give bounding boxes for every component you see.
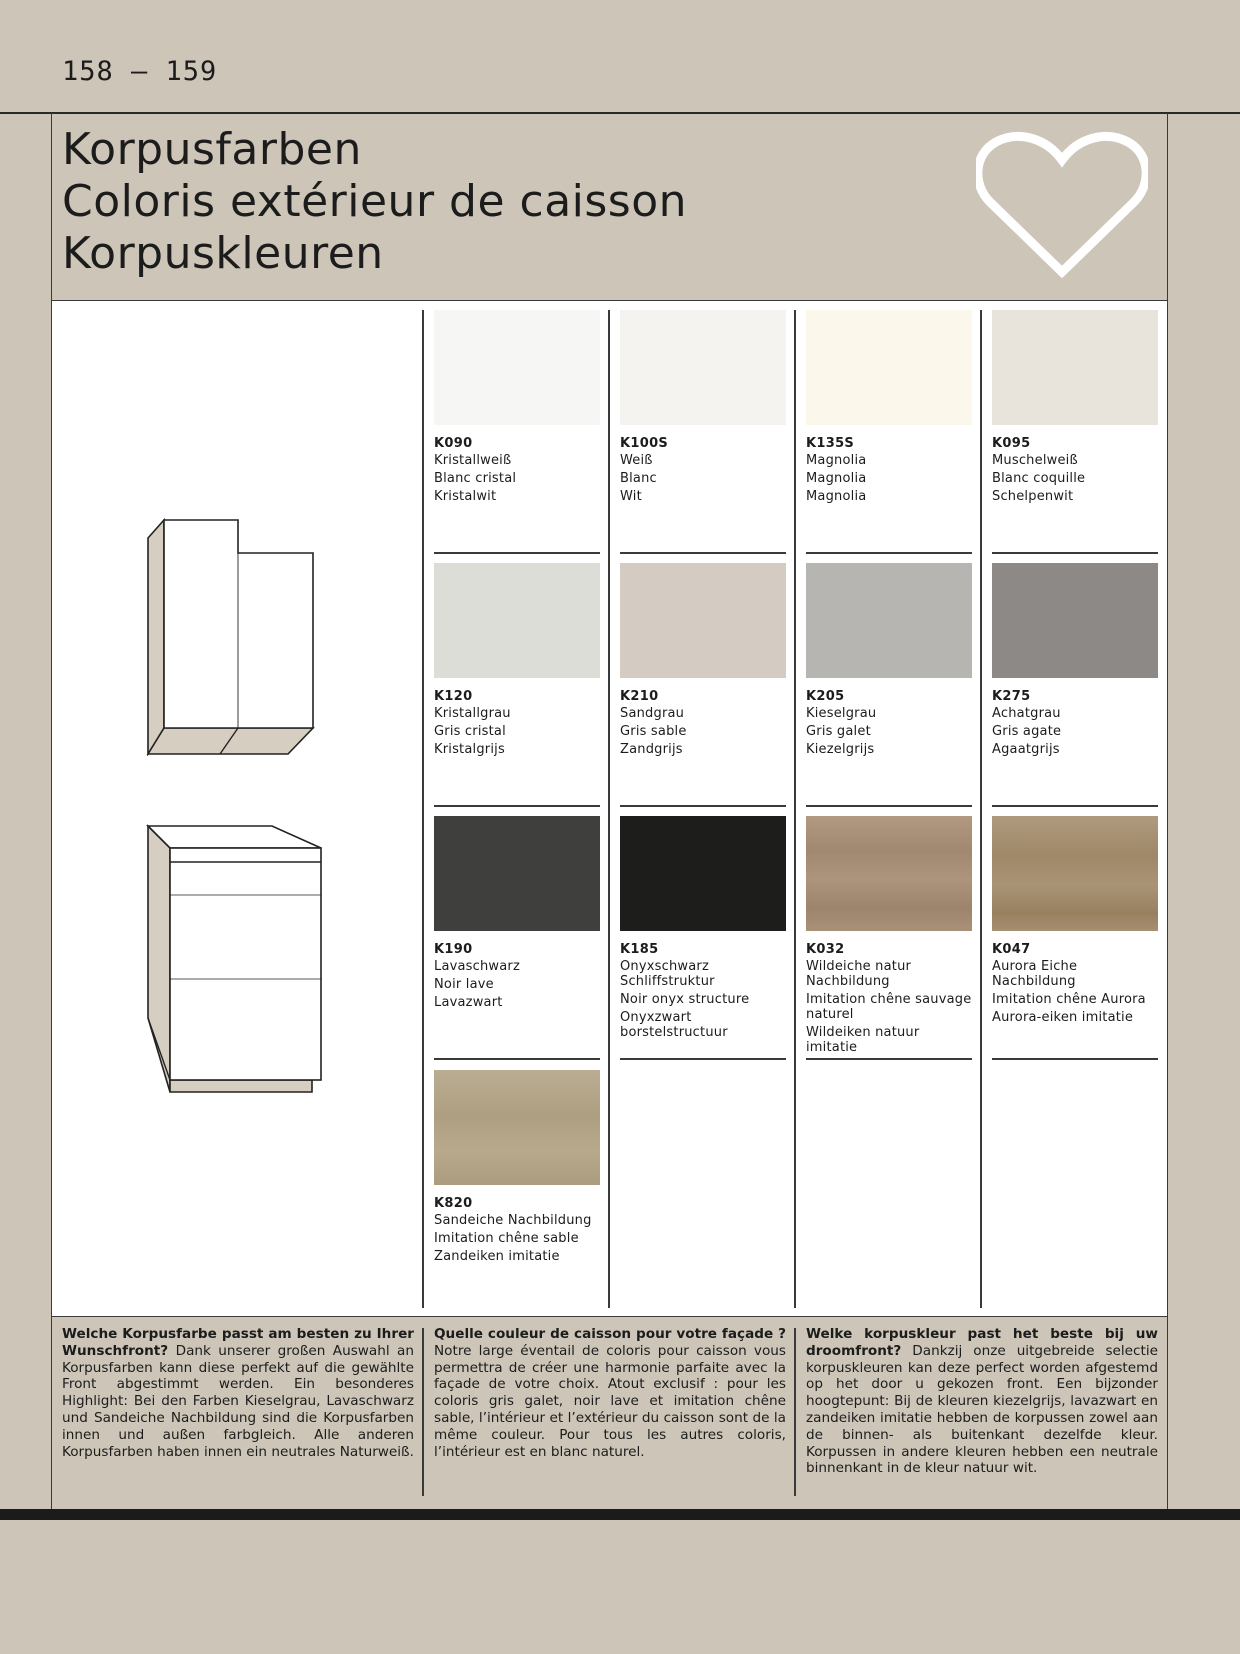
color-code: K047: [992, 942, 1031, 957]
page-number: 158 — 159: [62, 56, 218, 87]
text-body-nl: Dankzij onze uitgebreide selectie korpuskleuren kan deze perfect worden afgestemd op het door u gekozen front. Een bijzonder hoogtepunt: Bij de kleuren kiezelgrijs, lavazwart en zandeiken imitatie hebben de korpussen zowel aan de binnen- als buitenkant dezelfde kleur. Korpussen in andere kleuren hebben een neutrale binnenkant in de kleur natuur wit.: [806, 1342, 1158, 1477]
text-divider: [794, 1328, 796, 1496]
color-name-nl: Schelpenwit: [992, 489, 1074, 504]
text-de: [62, 1326, 414, 1460]
color-swatch-item: [992, 563, 1158, 757]
color-code: K190: [434, 942, 473, 957]
color-swatch-item: [620, 310, 786, 504]
text-body-de: Dank unserer großen Auswahl an Korpusfarben kann diese perfekt auf die gewählte Front abgestimmt werden. Ein besonderes Highlight: Bei den Farben Kieselgrau, Lavaschwarz und Sandeiche Nachbildung sind die Korpusfarben innen und außen farbgleich. Alle anderen Korpusfarben haben innen ein neutrales Naturweiß.: [62, 1342, 414, 1460]
color-name-fr: Imitation chêne sauvage naturel: [806, 992, 972, 1022]
color-swatch-item: [806, 816, 972, 1055]
color-name-de: Aurora Eiche Nachbildung: [992, 959, 1078, 989]
color-name-fr: Magnolia: [806, 471, 867, 486]
color-name-nl: Lavazwart: [434, 995, 503, 1010]
color-swatch-item: [806, 310, 972, 504]
row-divider: [620, 1058, 786, 1060]
heart-icon: [976, 130, 1148, 280]
row-divider: [806, 552, 972, 554]
swatch-K120: [434, 563, 600, 678]
bottom-bar: [0, 1509, 1240, 1520]
swatch-K185: [620, 816, 786, 931]
color-code: K275: [992, 689, 1031, 704]
color-swatch-item: [434, 816, 600, 1010]
row-divider: [806, 805, 972, 807]
text-nl: [806, 1326, 1158, 1477]
color-swatch-item: [992, 310, 1158, 504]
color-swatch-item: [620, 816, 786, 1040]
row-divider: [992, 552, 1158, 554]
title-nl: Korpuskleuren: [62, 228, 384, 279]
color-name-fr: Noir lave: [434, 977, 494, 992]
color-name-de: Weiß: [620, 453, 653, 468]
color-name-nl: Kristalwit: [434, 489, 497, 504]
color-name-nl: Kristalgrijs: [434, 742, 505, 757]
color-name-nl: Magnolia: [806, 489, 867, 504]
color-code: K185: [620, 942, 659, 957]
base-cabinet-illustration: [146, 824, 326, 1096]
color-name-fr: Gris cristal: [434, 724, 506, 739]
row-divider: [620, 805, 786, 807]
swatch-K190: [434, 816, 600, 931]
swatch-K210: [620, 563, 786, 678]
column-divider: [608, 310, 610, 1308]
color-swatch-item: [434, 310, 600, 504]
color-name-de: Achatgrau: [992, 706, 1061, 721]
color-name-fr: Noir onyx structure: [620, 992, 750, 1007]
swatch-K032: [806, 816, 972, 931]
color-name-de: Muschelweiß: [992, 453, 1078, 468]
color-name-fr: Blanc cristal: [434, 471, 517, 486]
color-name-de: Kristallweiß: [434, 453, 512, 468]
page-title: [62, 124, 687, 280]
swatch-K095: [992, 310, 1158, 425]
color-code: K090: [434, 436, 473, 451]
color-name-de: Magnolia: [806, 453, 867, 468]
color-name-nl: Zandgrijs: [620, 742, 683, 757]
color-name-de: Onyxschwarz Schliffstruktur: [620, 959, 715, 989]
text-lead-fr: Quelle couleur de caisson pour votre façade ?: [434, 1326, 786, 1342]
color-swatch-item: [992, 816, 1158, 1025]
color-name-de: Lavaschwarz: [434, 959, 520, 974]
color-name-de: Wildeiche natur Nachbildung: [806, 959, 912, 989]
color-name-nl: Onyxzwart borstelstructuur: [620, 1010, 728, 1040]
swatch-K205: [806, 563, 972, 678]
color-code: K032: [806, 942, 845, 957]
text-lead-de: Welche Korpusfarbe passt am besten zu Ihrer Wunschfront?: [62, 1326, 414, 1359]
tall-cabinet-illustration: [146, 516, 316, 756]
color-name-fr: Gris sable: [620, 724, 687, 739]
color-name-fr: Blanc coquille: [992, 471, 1086, 486]
swatch-K275: [992, 563, 1158, 678]
color-name-de: Kieselgrau: [806, 706, 877, 721]
row-divider: [434, 805, 600, 807]
row-divider: [434, 1058, 600, 1060]
color-code: K210: [620, 689, 659, 704]
swatch-K820: [434, 1070, 600, 1185]
row-divider: [434, 552, 600, 554]
color-swatch-item: [434, 563, 600, 757]
color-code: K120: [434, 689, 473, 704]
color-swatch-item: [434, 1070, 600, 1264]
color-name-de: Sandeiche Nachbildung: [434, 1213, 592, 1228]
text-lead-nl: Welke korpuskleur past het beste bij uw droomfront?: [806, 1326, 1158, 1359]
row-divider: [992, 805, 1158, 807]
color-swatch-item: [806, 563, 972, 757]
color-name-nl: Kiezelgrijs: [806, 742, 875, 757]
color-name-nl: Wit: [620, 489, 642, 504]
text-divider: [422, 1328, 424, 1496]
title-fr: Coloris extérieur de caisson: [62, 176, 688, 227]
color-name-nl: Agaatgrijs: [992, 742, 1060, 757]
text-body-fr: Notre large éventail de coloris pour caisson vous permettra de créer une harmonie parfaite avec la façade de votre choix. Atout exclusif : pour les coloris gris galet, noir lave et imitation chêne sable, l’intérieur et l’extérieur du caisson sont de la même couleur. Pour tous les autres coloris, l’intérieur est en blanc naturel.: [434, 1342, 786, 1460]
color-code: K095: [992, 436, 1031, 451]
color-name-fr: Gris agate: [992, 724, 1062, 739]
color-code: K135S: [806, 436, 855, 451]
color-name-de: Kristallgrau: [434, 706, 511, 721]
color-code: K100S: [620, 436, 669, 451]
color-name-nl: Aurora-eiken imitatie: [992, 1010, 1134, 1025]
column-divider: [794, 310, 796, 1308]
color-name-de: Sandgrau: [620, 706, 685, 721]
color-name-fr: Imitation chêne sable: [434, 1231, 579, 1246]
color-name-fr: Gris galet: [806, 724, 871, 739]
swatch-K090: [434, 310, 600, 425]
row-divider: [806, 1058, 972, 1060]
row-divider: [620, 552, 786, 554]
color-swatch-item: [620, 563, 786, 757]
color-name-nl: Wildeiken natuur imitatie: [806, 1025, 920, 1055]
text-fr: [434, 1326, 786, 1460]
color-name-fr: Blanc: [620, 471, 657, 486]
row-divider: [992, 1058, 1158, 1060]
color-code: K820: [434, 1196, 473, 1211]
swatch-K047: [992, 816, 1158, 931]
column-divider: [422, 310, 424, 1308]
color-name-fr: Imitation chêne Aurora: [992, 992, 1146, 1007]
swatch-K135S: [806, 310, 972, 425]
column-divider: [980, 310, 982, 1308]
title-de: Korpusfarben: [62, 124, 362, 175]
swatch-K100S: [620, 310, 786, 425]
color-code: K205: [806, 689, 845, 704]
color-name-nl: Zandeiken imitatie: [434, 1249, 560, 1264]
